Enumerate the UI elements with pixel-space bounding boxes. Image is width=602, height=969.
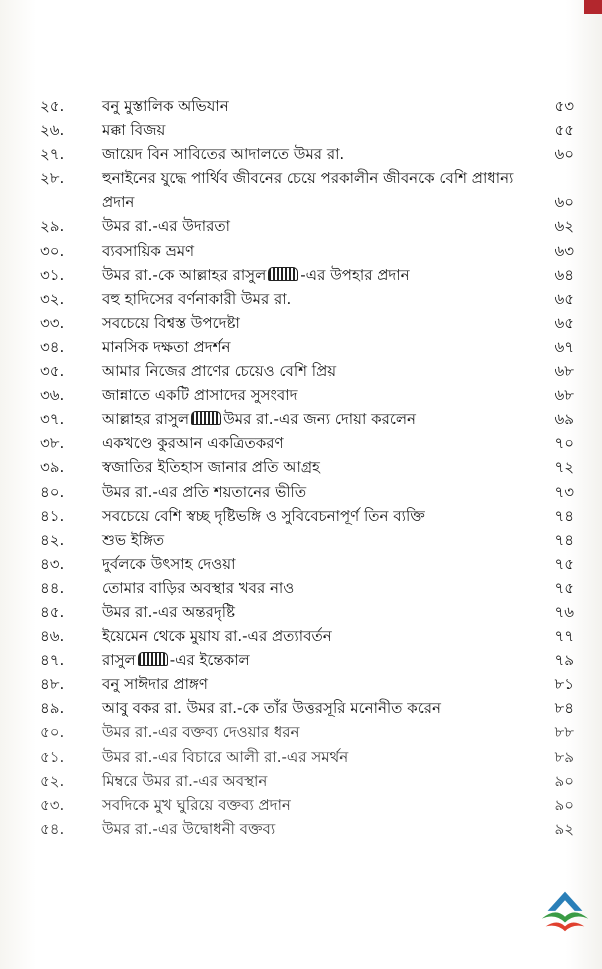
toc-entry	[40, 359, 574, 383]
toc-entry	[40, 672, 574, 696]
entry-page: ৭৪	[554, 506, 574, 525]
entry-title: তোমার বাড়ির অবস্থার খবর নাও	[102, 578, 295, 597]
table-of-contents	[40, 94, 574, 841]
entry-page: ৮৮	[554, 723, 574, 742]
entry-page: ৭৫	[554, 554, 574, 573]
entry-title: মক্কা বিজয়	[102, 121, 166, 140]
entry-title: ইয়েমেন থেকে মুয়ায রা.-এর প্রত্যাবর্তন	[102, 627, 332, 646]
entry-title: জায়েদ বিন সাবিতের আদালতে উমর রা.	[102, 145, 345, 164]
entry-number: ২৭.	[40, 145, 65, 164]
entry-title-before: রাসুল	[102, 651, 136, 670]
toc-entry	[40, 239, 574, 263]
toc-entry	[40, 817, 574, 841]
toc-entry	[40, 431, 574, 455]
entry-number: ৪৮.	[40, 675, 65, 694]
entry-number: ৩৬.	[40, 386, 65, 405]
entry-number: ৩০.	[40, 241, 65, 260]
salawat-calligraphy-icon	[268, 267, 298, 281]
entry-number: ৪৭.	[40, 651, 65, 670]
toc-entry	[40, 696, 574, 720]
entry-number: ৪৩.	[40, 554, 65, 573]
entry-number: ৩৫.	[40, 362, 65, 381]
entry-title-after: -এর উপহার প্রদান	[300, 265, 410, 284]
toc-entry	[40, 263, 574, 287]
toc-entry	[40, 214, 574, 238]
entry-title-before: উমর রা.-কে আল্লাহর রাসুল	[102, 265, 267, 284]
entry-title: বনু মুস্তালিক অভিযান	[102, 97, 229, 115]
entry-page: ৮৪	[554, 699, 574, 718]
entry-title: উমর রা.-এর অন্তরদৃষ্টি	[102, 602, 235, 621]
entry-page: ৫৫	[554, 121, 574, 140]
entry-page: ৭৭	[554, 627, 574, 646]
entry-number: ৩২.	[40, 289, 65, 308]
entry-number: ৪০.	[40, 482, 65, 501]
entry-title-after: -এর ইন্তেকাল	[169, 651, 250, 670]
entry-title: উমর রা.-এর উদ্বোধনী বক্তব্য	[102, 819, 276, 838]
entry-number: ৪১.	[40, 506, 65, 525]
entry-number: ৪৯.	[40, 699, 65, 718]
entry-number: ২৮.	[40, 169, 65, 188]
entry-number: ৪৬.	[40, 627, 65, 646]
toc-entry	[40, 118, 574, 142]
toc-entry	[40, 311, 574, 335]
toc-entry	[40, 455, 574, 479]
entry-page: ৬৪	[554, 265, 574, 284]
entry-title: স্বজাতির ইতিহাস জানার প্রতি আগ্রহ	[102, 458, 320, 477]
entry-number: ৩১.	[40, 265, 65, 284]
toc-entry	[40, 407, 574, 431]
toc-entry	[40, 166, 574, 214]
entry-title: উমর রা.-এর বক্তব্য দেওয়ার ধরন	[102, 723, 300, 742]
toc-entry	[40, 142, 574, 166]
entry-page: ৬৮	[554, 362, 574, 381]
toc-entry	[40, 335, 574, 359]
toc-entry	[40, 504, 574, 528]
toc-entry	[40, 745, 574, 769]
entry-page: ৬৮	[554, 386, 574, 405]
entry-title: একখণ্ডে কুরআন একত্রিতকরণ	[102, 434, 284, 453]
entry-number: ৪৫.	[40, 602, 65, 621]
entry-page: ৭০	[554, 434, 574, 453]
toc-entry	[40, 624, 574, 648]
entry-number: ৫৩.	[40, 795, 65, 814]
toc-entry	[40, 720, 574, 744]
entry-number: ২৯.	[40, 217, 65, 236]
entry-page: ৬৭	[554, 337, 574, 356]
entry-title: ব্যবসায়িক ভ্রমণ	[102, 241, 195, 260]
entry-number: ৫৪.	[40, 819, 65, 838]
entry-page: ৮১	[554, 675, 574, 694]
entry-title: উমর রা.-এর বিচারে আলী রা.-এর সমর্থন	[102, 747, 349, 766]
entry-number: ৫২.	[40, 771, 65, 790]
entry-title-after: উমর রা.-এর জন্য দোয়া করলেন	[223, 410, 417, 429]
entry-page: ৭৯	[554, 651, 574, 670]
entry-number: ৩৯.	[40, 458, 65, 477]
entry-title: সবচেয়ে বেশি স্বচ্ছ দৃষ্টিভঙ্গি ও সুবিবেচনাপূর্ণ তিন ব্যক্তি	[102, 506, 425, 525]
toc-entry	[40, 600, 574, 624]
entry-title-before: আল্লাহর রাসুল	[102, 410, 190, 429]
entry-title: উমর রা.-এর প্রতি শয়তানের ভীতি	[102, 482, 307, 501]
entry-title	[102, 648, 526, 672]
entry-number: ৩৭.	[40, 410, 65, 429]
entry-number: ৩৮.	[40, 434, 65, 453]
toc-entry	[40, 648, 574, 672]
publisher-logo-icon	[536, 880, 594, 938]
toc-entry	[40, 552, 574, 576]
toc-entry	[40, 94, 574, 118]
page-corner-mark	[584, 0, 602, 14]
toc-entry	[40, 793, 574, 817]
entry-title: উমর রা.-এর উদারতা	[102, 217, 231, 236]
entry-page: ৬২	[554, 217, 574, 236]
entry-number: ৫১.	[40, 747, 65, 766]
entry-page: ৬৫	[554, 289, 574, 308]
entry-title: আমার নিজের প্রাণের চেয়েও বেশি প্রিয়	[102, 362, 337, 381]
entry-title: সবদিকে মুখ ঘুরিয়ে বক্তব্য প্রদান	[102, 795, 291, 814]
salawat-calligraphy-icon	[138, 652, 168, 666]
entry-page: ৭৪	[554, 530, 574, 549]
entry-page: ৫৩	[554, 97, 574, 115]
entry-title: দুর্বলকে উৎসাহ দেওয়া	[102, 554, 236, 573]
entry-number: ২৬.	[40, 121, 65, 140]
entry-page: ৮৯	[554, 747, 574, 766]
entry-title: বহু হাদিসের বর্ণনাকারী উমর রা.	[102, 289, 292, 308]
entry-title: মিম্বরে উমর রা.-এর অবস্থান	[102, 771, 268, 790]
entry-page: ৬৩	[554, 241, 574, 260]
entry-page: ৭৬	[554, 602, 574, 621]
entry-title: জান্নাতে একটি প্রাসাদের সুসংবাদ	[102, 386, 298, 405]
entry-page: ৯০	[554, 771, 574, 790]
toc-entry	[40, 576, 574, 600]
entry-title: সবচেয়ে বিশ্বস্ত উপদেষ্টা	[102, 313, 240, 332]
entry-number: ২৫.	[40, 97, 65, 115]
toc-entry	[40, 383, 574, 407]
entry-number: ৩৩.	[40, 313, 65, 332]
toc-entry	[40, 769, 574, 793]
entry-number: ৪২.	[40, 530, 65, 549]
entry-page: ৬০	[554, 145, 574, 164]
entry-title	[102, 263, 526, 287]
entry-title: হুনাইনের যুদ্ধে পার্থিব জীবনের চেয়ে পরকালীন জীবনকে বেশি প্রাধান্য প্রদান	[102, 169, 514, 212]
entry-title: শুভ ইঙ্গিত	[102, 530, 165, 549]
entry-title: আবু বকর রা. উমর রা.-কে তাঁর উত্তরসূরি মনোনীত করেন	[102, 699, 441, 718]
entry-title: বনু সাঈদার প্রাঙ্গণ	[102, 675, 208, 694]
entry-number: ৩৪.	[40, 337, 65, 356]
entry-title: মানসিক দক্ষতা প্রদর্শন	[102, 337, 231, 356]
toc-entry	[40, 480, 574, 504]
entry-page: ৬৯	[554, 410, 574, 429]
entry-number: ৫০.	[40, 723, 65, 742]
toc-entry	[40, 287, 574, 311]
entry-number: ৪৪.	[40, 578, 65, 597]
toc-entry	[40, 528, 574, 552]
entry-page: ৭৩	[554, 482, 574, 501]
entry-page: ৭২	[554, 458, 574, 477]
entry-page: ৬০	[554, 193, 574, 212]
entry-page: ৯২	[554, 819, 574, 838]
entry-title	[102, 407, 526, 431]
entry-page: ৯০	[554, 795, 574, 814]
salawat-calligraphy-icon	[191, 411, 221, 425]
entry-page: ৭৫	[554, 578, 574, 597]
entry-page: ৬৫	[554, 313, 574, 332]
